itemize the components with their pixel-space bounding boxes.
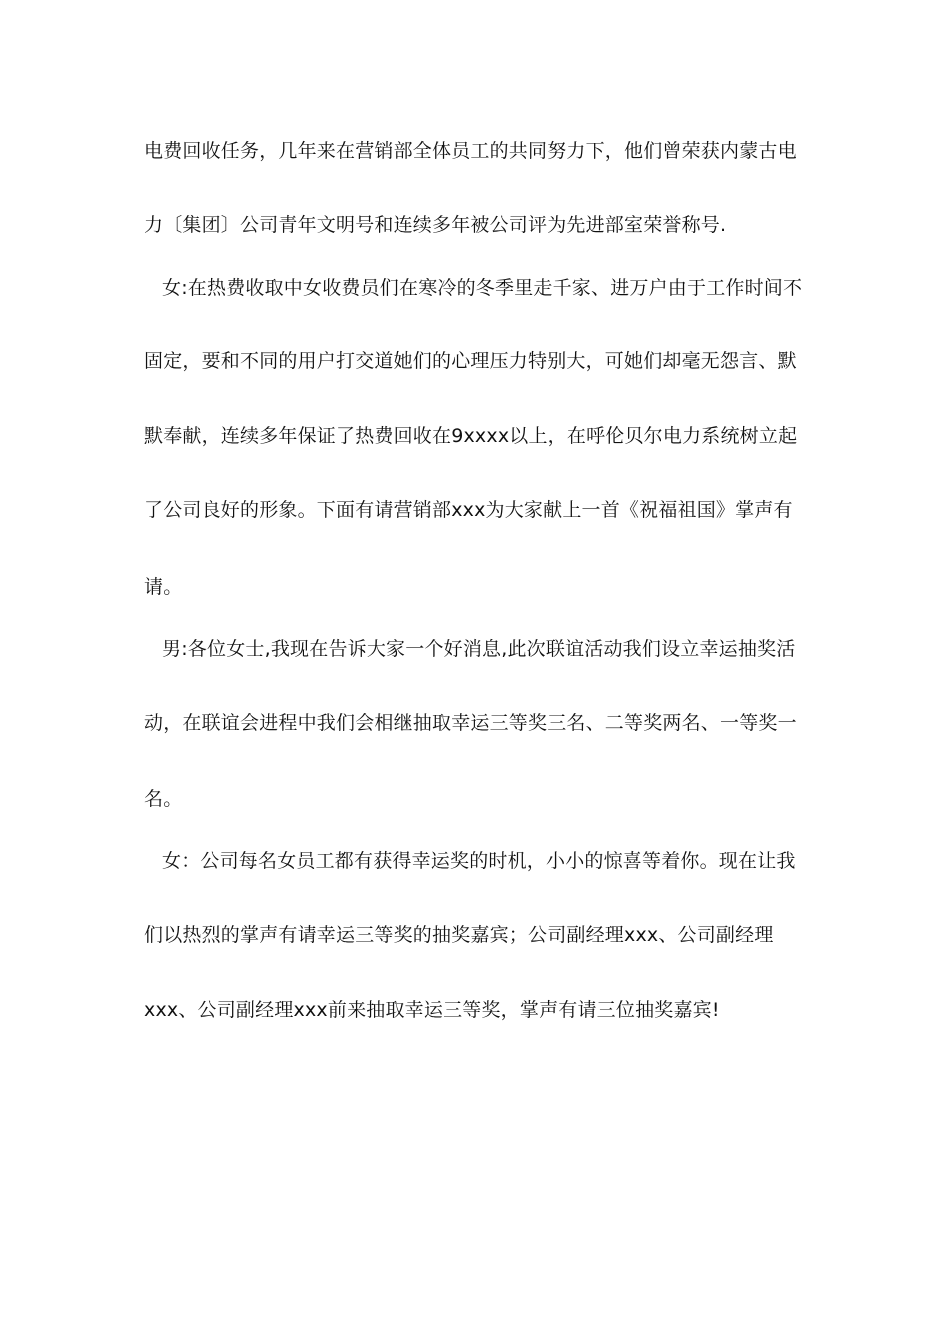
paragraph-line: 固定，要和不同的用户打交道她们的心理压力特别大，可她们却毫无怨言、默 xyxy=(144,350,797,372)
paragraph-line: 默奉献，连续多年保证了热费回收在9xxxx以上，在呼伦贝尔电力系统树立起 xyxy=(144,425,798,447)
paragraph-line: 男:各位女士,我现在告诉大家一个好消息,此次联谊活动我们设立幸运抽奖活 xyxy=(162,638,796,660)
paragraph-line: xxx、公司副经理xxx前来抽取幸运三等奖，掌声有请三位抽奖嘉宾! xyxy=(144,999,720,1021)
paragraph-line: 力〔集团〕公司青年文明号和连续多年被公司评为先进部室荣誉称号. xyxy=(144,214,727,236)
paragraph-line: 女：公司每名女员工都有获得幸运奖的时机，小小的惊喜等着你。现在让我 xyxy=(162,850,796,872)
paragraph-line: 了公司良好的形象。下面有请营销部xxx为大家献上一首《祝福祖国》掌声有 xyxy=(144,499,793,521)
paragraph-line: 电费回收任务，几年来在营销部全体员工的共同努力下，他们曾荣获内蒙古电 xyxy=(144,140,797,162)
paragraph-line: 请。 xyxy=(144,576,183,598)
paragraph-line: 们以热烈的掌声有请幸运三等奖的抽奖嘉宾；公司副经理xxx、公司副经理 xyxy=(144,924,774,946)
paragraph-line: 名。 xyxy=(144,788,183,810)
paragraph-line: 女:在热费收取中女收费员们在寒冷的冬季里走千家、进万户由于工作时间不 xyxy=(162,277,803,299)
paragraph-line: 动，在联谊会进程中我们会相继抽取幸运三等奖三名、二等奖两名、一等奖一 xyxy=(144,712,797,734)
